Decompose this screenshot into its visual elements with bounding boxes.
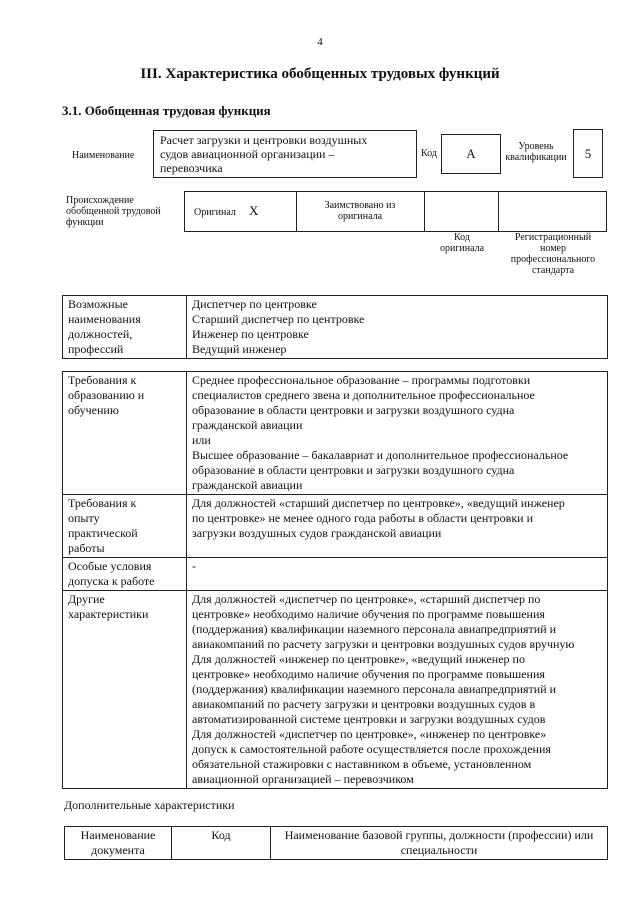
level-label-line: квалификации [505,152,567,163]
req-text-line: загрузки воздушных судов гражданской авиации [192,526,442,540]
special-conditions-value-cell [187,558,608,591]
req-text-line: гражданской авиации [192,478,303,492]
function-name-line: перевозчика [160,161,223,175]
table-header-row [65,827,608,860]
req-text-line: Среднее профессиональное образование – программы подготовки [192,373,531,387]
req-text-line: образование в области центровки и загрузки воздушного судна [192,463,515,477]
req-label-line: Другие [68,592,105,606]
function-name-line: судов авиационной организации – [160,147,335,161]
doc-code-header: Код [172,827,271,860]
borrowed-label-line: Заимствовано из [324,200,396,211]
code-value: A [441,134,501,174]
reg-number-line: стандарта [531,265,575,276]
doc-header-line: специальности [400,843,478,857]
req-label-line: характеристики [68,607,149,621]
reg-number-line: профессионального [510,254,596,265]
req-text-line: по центровке» не менее одного года работы в области центровки и [192,511,534,525]
req-text-line: Для должностей «старший диспетчер по центровке», «ведущий инженер [192,496,565,510]
position-item: Ведущий инженер [192,342,287,356]
req-text-line: автоматизированной системе центровки и загрузки воздушных судов [192,712,546,726]
req-text-line: - [192,559,196,573]
positions-label-line: наименования [68,312,141,326]
function-name-line: Расчет загрузки и центровки воздушных [160,133,368,147]
req-text-line: образование в области центровки и загрузки воздушного судна [192,403,515,417]
origin-label-line: обобщенной трудовой [66,206,161,217]
positions-table [62,295,608,359]
req-text-line: центровке» необходимо наличие обучения по программе повышения [192,667,545,681]
reg-number-line: номер [540,243,566,254]
req-text-line: Высшее образование – бакалавриат и дополнительное профессиональное [192,448,569,462]
table-row [63,372,608,495]
experience-value-cell [187,495,608,558]
positions-label-line: профессий [68,342,124,356]
req-text-line: обязательной стажировки с наставником в объеме, установленном [192,757,532,771]
position-item: Инженер по центровке [192,327,309,341]
documents-table [64,826,608,860]
req-text-line: допуск к самостоятельной работе осуществляется после прохождения [192,742,551,756]
req-label-line: опыту [68,511,100,525]
req-text-line: или [192,433,211,447]
origin-label-line: Происхождение [66,195,134,206]
doc-group-header [271,827,608,860]
education-value-cell [187,372,608,495]
req-label-line: Требования к [68,373,137,387]
positions-label-cell [63,296,187,359]
req-text-line: авиакомпаний по расчету загрузки и центровки воздушных судов вручную [192,637,575,651]
req-text-line: Для должностей «инженер по центровке», «ведущий инженер по [192,652,525,666]
req-label-line: обучению [68,403,119,417]
table-row [63,591,608,789]
doc-header-line: документа [91,843,145,857]
req-text-line: Для должностей «диспетчер по центровке», «старший диспетчер по [192,592,541,606]
req-text-line: Для должностей «диспетчер по центровке», «инженер по центровке» [192,727,547,741]
positions-label-line: Возможные [68,297,128,311]
req-text-line: (поддержания) квалификации наземного персонала авиапредприятий и [192,682,557,696]
doc-header-line: Наименование базовой группы, должности (профессии) или [284,828,594,842]
level-label [500,141,572,163]
code-original-line: Код [454,232,470,243]
code-original-cell [425,192,499,231]
extra-characteristics-title: Дополнительные характеристики [64,798,235,812]
function-name-box [153,130,417,178]
page-number: 4 [317,36,323,48]
reg-number-line: Регистрационный [514,232,592,243]
borrowed-label-line: оригинала [337,211,383,222]
doc-header-line: Наименование [80,828,156,842]
req-label-line: работы [68,541,105,555]
other-characteristics-value-cell [187,591,608,789]
positions-label-line: должностей, [68,327,133,341]
code-label: Код [421,148,437,159]
reg-number-label [500,232,606,276]
origin-label [66,195,181,228]
level-label-line: Уровень [518,141,554,152]
subsection-title: 3.1. Обобщенная трудовая функция [62,103,271,118]
table-row [63,558,608,591]
name-label: Наименование [72,150,135,161]
table-row [63,296,608,359]
position-item: Диспетчер по центровке [192,297,317,311]
other-characteristics-label-cell [63,591,187,789]
experience-label-cell [63,495,187,558]
requirements-table [62,371,608,789]
level-value: 5 [573,129,603,178]
req-text-line: центровке» необходимо наличие обучения по программе повышения [192,607,545,621]
req-label-line: образованию и [68,388,145,402]
req-text-line: авиакомпаний по расчету загрузки и центровки воздушных судов в [192,697,536,711]
code-original-label [426,232,498,254]
original-label: Оригинал [194,207,236,218]
req-label-line: практической [68,526,138,540]
code-original-line: оригинала [439,243,485,254]
special-conditions-label-cell [63,558,187,591]
borrowed-label [300,200,420,222]
req-text-line: гражданской авиации [192,418,303,432]
education-label-cell [63,372,187,495]
req-text-line: (поддержания) квалификации наземного персонала авиапредприятий и [192,622,557,636]
req-label-line: допуска к работе [68,574,155,588]
positions-values-cell [187,296,608,359]
table-row [63,495,608,558]
req-label-line: Требования к [68,496,137,510]
position-item: Старший диспетчер по центровке [192,312,365,326]
original-mark: X [249,203,259,218]
section-title: III. Характеристика обобщенных трудовых функций [140,66,500,82]
req-text-line: специалистов среднего звена и дополнительное профессиональное [192,388,535,402]
doc-name-header [65,827,172,860]
req-text-line: авиационной организацией – перевозчиком [192,772,414,786]
req-label-line: Особые условия [68,559,152,573]
origin-label-line: функции [66,217,104,228]
